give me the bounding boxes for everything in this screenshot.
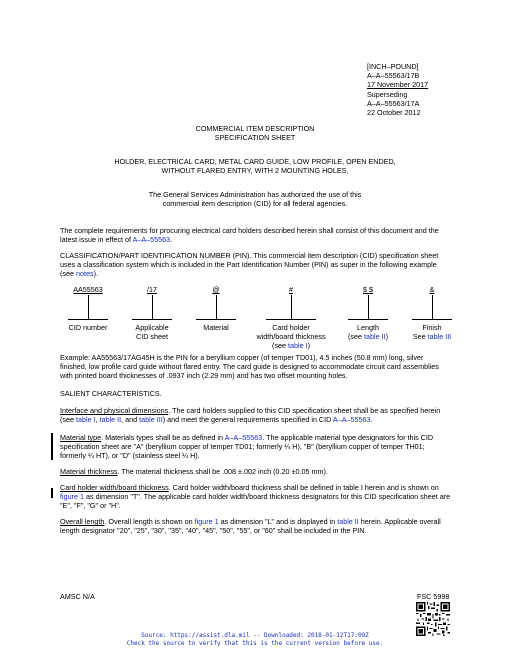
document-title <box>0 124 510 142</box>
table-i-link[interactable]: table I <box>287 341 308 351</box>
source-notice: Source: https://assist.dla.mil -- Downloaded: 2018-01-12T17:09Z <box>141 632 369 639</box>
intro-paragraph: The complete requirements for procuring electrical card holders described herein shall consist of this document and the latest issue in effect of A–A–55563. <box>60 226 439 245</box>
table-ii-link[interactable]: table II <box>364 332 386 342</box>
pin-connector-line <box>88 295 89 319</box>
width-paragraph: Card holder width/board thickness. Card holder width/board thickness shall be defined in table I herein and is shown on figure 1 as dimension "T". The applicable card holder width/board thickness designators for this CID specification sheet are "E", "F", "G" or "H". <box>60 483 451 511</box>
subject-line-1: HOLDER, ELECTRICAL CARD, METAL CARD GUIDE, LOW PROFILE, OPEN ENDED, <box>114 157 396 166</box>
pin-connector-bar <box>68 319 108 320</box>
superseding-label: Superseding <box>367 89 408 99</box>
fsc-label: FSC 5998 <box>417 592 450 601</box>
amsc-label: AMSC N/A <box>60 592 95 601</box>
material-paragraph: Material type. Materials types shall be as defined in A–A–55563. The applicable material type designators for this CID specification sheet are "A" (beryllium copper of temper TD01; formerly ¼ H), "B" (beryllium copper of temper TH01; formerly ¼ HT), or "D" (stainless steel ¼ H). <box>60 433 434 461</box>
thickness-paragraph: Material thickness. The material thickness shall be .008 ±.002 inch (0.20 ±0.05 mm). <box>60 467 328 476</box>
authorization-line-1: The General Services Administration has authorized the use of this <box>148 190 362 199</box>
cid-link[interactable]: A–A–55563 <box>224 433 263 442</box>
document-date: 17 November 2017 <box>367 80 429 90</box>
document-header <box>367 62 428 117</box>
pin-connector-bar <box>412 319 452 320</box>
pin-value-finish: & <box>429 285 435 294</box>
pin-diagram <box>0 285 510 351</box>
document-id: A–A–55563/17B <box>367 71 420 81</box>
revision-change-bar <box>51 488 53 498</box>
unit-label: [INCH–POUND] <box>367 62 419 71</box>
table-i-link[interactable]: table I <box>75 415 96 425</box>
material-heading: Material type <box>60 433 102 442</box>
classification-paragraph: CLASSIFICATION/PART IDENTIFICATION NUMBER (PIN). This commercial item description (CID) specification sheet uses a classification system which is included in the Part Identification Number (PIN) as super in the following example (see notes). <box>60 251 439 279</box>
pin-value-length: $ $ <box>363 285 373 294</box>
cid-link[interactable]: A–A–55563 <box>132 235 171 245</box>
title-line-1: COMMERCIAL ITEM DESCRIPTION <box>195 124 315 133</box>
pin-connector-line <box>368 295 369 319</box>
subject-line-2: WITHOUT FLARED ENTRY, WITH 2 MOUNTING HOLES, <box>161 166 349 176</box>
pin-value-sheet: /17 <box>147 285 157 294</box>
salient-heading: SALIENT CHARACTERISTICS. <box>60 389 162 398</box>
authorization-statement <box>0 190 510 208</box>
pin-label-finish: Finish See table III <box>412 323 452 342</box>
width-heading: Card holder width/board thickness <box>60 483 169 492</box>
figure-1-link[interactable]: figure 1 <box>194 517 219 526</box>
authorization-line-2: commercial item description (CID) for all federal agencies. <box>162 199 348 209</box>
pin-connector-bar <box>196 319 236 320</box>
interface-heading: Interface and physical dimensions <box>60 406 169 415</box>
table-ii-link[interactable]: table II <box>99 415 122 425</box>
thickness-heading: Material thickness <box>60 467 118 476</box>
pin-connector-line <box>216 295 217 319</box>
title-line-2: SPECIFICATION SHEET <box>214 133 296 143</box>
pin-connector-line <box>432 295 433 319</box>
pin-label-cid: CID number <box>68 323 108 332</box>
pin-connector-line <box>291 295 292 319</box>
example-paragraph: Example: AA55563/17AG45H is the PIN for a beryllium copper (of temper TD01), 4.5 inches (50.8 mm) long, silver finished, low profile card guide without flared entry. The card guide is designed to accommodate circuit card assemblies with printed board thicknesses of .0937 inch (2.29 mm) and has two offset mounting holes. <box>60 353 439 381</box>
length-paragraph: Overall length. Overall length is shown on figure 1 as dimension "L" and is displayed in table II herein. Applicable overall length designator "20", "25", "30", "35", "40", "45", "50", "55", or "60" shall be included in the PIN. <box>60 517 441 536</box>
pin-value-cid: AA55563 <box>73 285 103 294</box>
table-iii-link[interactable]: table III <box>427 332 452 342</box>
qr-code-icon <box>416 602 450 636</box>
superseded-id: A–A–55563/17A <box>367 98 420 108</box>
superseded-date: 22 October 2012 <box>367 108 421 118</box>
pin-label-width: Card holder width/board thickness (see table I) <box>256 323 326 351</box>
table-iii-link[interactable]: table III <box>139 415 163 425</box>
revision-change-bar <box>51 433 53 460</box>
length-heading: Overall length <box>60 517 105 526</box>
pin-connector-bar <box>266 319 316 320</box>
pin-connector-line <box>152 295 153 319</box>
pin-label-sheet: Applicable CID sheet <box>135 323 169 342</box>
pin-label-length: Length (see table II) <box>348 323 388 342</box>
notes-link[interactable]: notes <box>75 269 94 279</box>
pin-connector-bar <box>132 319 172 320</box>
pin-label-material: Material <box>203 323 229 332</box>
interface-paragraph: Interface and physical dimensions. The card holders supplied to this CID specification sheet shall be as specified herein (see table I, table II, and table III) and meet the general requirements specified in CID A–A–55563. <box>60 406 441 425</box>
document-subject <box>0 157 510 175</box>
cid-link[interactable]: A–A–55563 <box>332 415 371 425</box>
verify-notice: Check the source to verify that this is the current version before use. <box>126 640 384 647</box>
table-ii-link[interactable]: table II <box>337 517 359 526</box>
figure-1-link[interactable]: figure 1 <box>60 492 84 502</box>
pin-value-material: @ <box>212 285 220 294</box>
pin-value-width: # <box>289 285 293 294</box>
pin-connector-bar <box>348 319 388 320</box>
